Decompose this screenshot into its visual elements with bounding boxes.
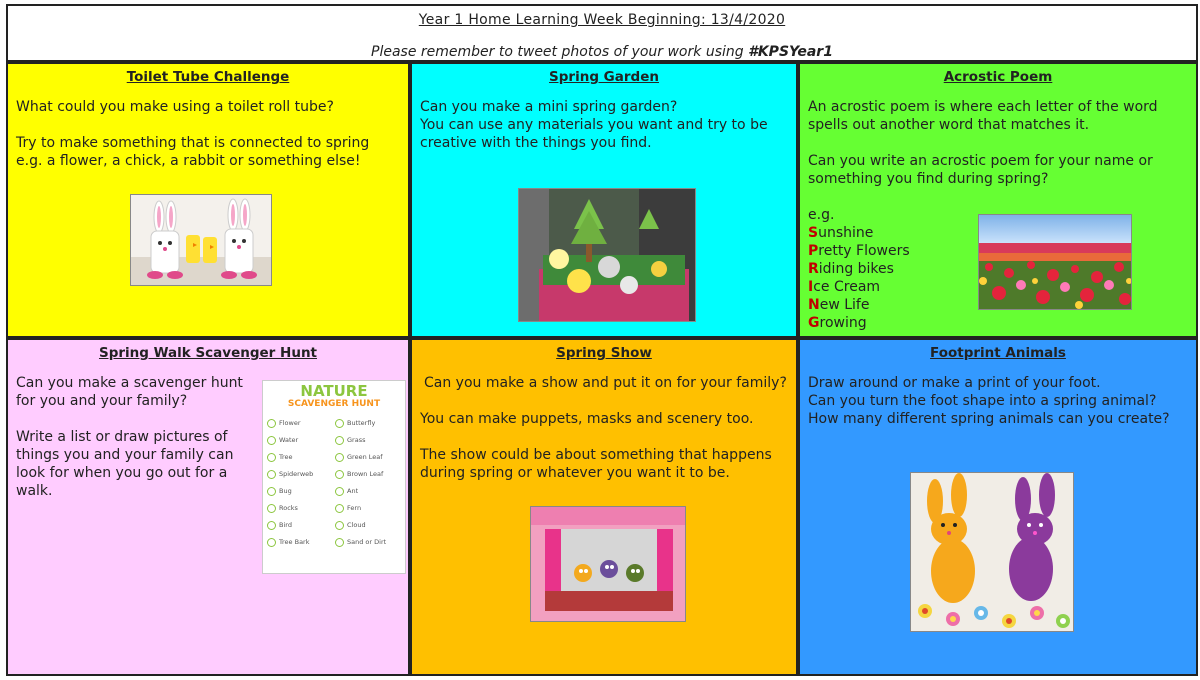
cell-title: Spring Show — [556, 345, 652, 361]
scavenger-item-label: Tree Bark — [279, 538, 310, 546]
checkbox-icon — [267, 470, 276, 479]
scavenger-item — [267, 484, 333, 498]
scavenger-hunt-card — [262, 380, 406, 574]
page-subtitle — [8, 44, 1196, 60]
cell-title: Spring Garden — [549, 69, 659, 85]
scavenger-item-label: Bug — [279, 487, 292, 495]
cell-text: An acrostic poem is where each letter of the word spells out another word that matches it. — [808, 99, 1158, 133]
card-subtitle: SCAVENGER HUNT — [287, 399, 381, 409]
scavenger-item-label: Tree — [279, 453, 293, 461]
cell-text: Can you turn the foot shape into a spring animal? — [808, 393, 1157, 409]
cell-spring-garden — [410, 62, 798, 338]
cell-title: Acrostic Poem — [943, 69, 1053, 85]
scavenger-item — [335, 484, 401, 498]
scavenger-item-label: Grass — [347, 436, 366, 444]
scavenger-item-label: Spiderweb — [279, 470, 314, 478]
subtitle-text: Please remember to tweet photos of your work using — [371, 44, 749, 60]
cell-text: Can you make a show and put it on for your family? — [424, 375, 787, 391]
scavenger-item — [335, 416, 401, 430]
scavenger-item — [335, 433, 401, 447]
scavenger-item-label: Green Leaf — [347, 453, 383, 461]
checkbox-icon — [335, 504, 344, 513]
cell-text: Try to make something that is connected to spring e.g. a flower, a chick, a rabbit or something else! — [16, 135, 370, 169]
checkbox-icon — [335, 419, 344, 428]
cell-title: Footprint Animals — [930, 345, 1066, 361]
checkbox-icon — [267, 436, 276, 445]
scavenger-list — [267, 416, 401, 549]
scavenger-item-label: Butterfly — [347, 419, 376, 427]
cell-scavenger-hunt — [6, 338, 410, 676]
scavenger-item — [267, 450, 333, 464]
checkbox-icon — [267, 521, 276, 530]
toilet-tube-photo — [130, 194, 272, 286]
cell-spring-show — [410, 338, 798, 676]
checkbox-icon — [335, 487, 344, 496]
acrostic-line: Pretty Flowers — [808, 243, 910, 259]
cell-text: Can you make a mini spring garden? — [420, 99, 678, 115]
header-box — [6, 4, 1198, 62]
checkbox-icon — [335, 538, 344, 547]
scavenger-item-label: Rocks — [279, 504, 298, 512]
footprint-bunnies-photo — [910, 472, 1074, 632]
acrostic-line: Ice Cream — [808, 279, 881, 295]
card-title: NATURE — [300, 382, 368, 400]
cell-text: How many different spring animals can you create? — [808, 411, 1170, 427]
scavenger-item — [267, 467, 333, 481]
cell-text: Can you make a scavenger hunt for you and your family? — [16, 375, 243, 409]
checkbox-icon — [335, 470, 344, 479]
cell-text: Draw around or make a print of your foot. — [808, 375, 1101, 391]
hashtag-link[interactable]: #KPSYear1 — [748, 44, 833, 60]
scavenger-item — [335, 535, 401, 549]
cell-text: What could you make using a toilet roll tube? — [16, 99, 334, 115]
scavenger-item — [335, 518, 401, 532]
checkbox-icon — [267, 538, 276, 547]
acrostic-line: Growing — [808, 315, 867, 331]
scavenger-item-label: Sand or Dirt — [347, 538, 387, 546]
activity-grid — [6, 62, 1198, 676]
scavenger-item-label: Cloud — [347, 521, 366, 529]
scavenger-item-label: Ant — [347, 487, 359, 495]
scavenger-item — [267, 518, 333, 532]
scavenger-item — [267, 433, 333, 447]
cell-text: You can make puppets, masks and scenery too. — [420, 411, 754, 427]
tulip-field-photo — [978, 214, 1132, 310]
scavenger-item-label: Flower — [279, 419, 301, 427]
cell-footprint-animals — [798, 338, 1198, 676]
cell-text: Can you write an acrostic poem for your name or something you find during spring? — [808, 153, 1153, 187]
scavenger-item — [335, 501, 401, 515]
scavenger-item-label: Bird — [279, 521, 292, 529]
acrostic-line: Sunshine — [808, 225, 874, 241]
acrostic-line: New Life — [808, 297, 870, 313]
example-label: e.g. — [808, 207, 835, 223]
cell-title: Spring Walk Scavenger Hunt — [98, 345, 318, 361]
cell-toilet-tube — [6, 62, 410, 338]
cell-text: You can use any materials you want and try to be creative with the things you find. — [420, 117, 768, 151]
spring-garden-photo — [518, 188, 696, 322]
scavenger-item — [335, 450, 401, 464]
page-title: Year 1 Home Learning Week Beginning: 13/4/2020 — [418, 12, 786, 28]
scavenger-item — [267, 535, 333, 549]
scavenger-item — [335, 467, 401, 481]
cell-title: Toilet Tube Challenge — [126, 69, 290, 85]
cell-acrostic-poem — [798, 62, 1198, 338]
checkbox-icon — [267, 487, 276, 496]
checkbox-icon — [267, 419, 276, 428]
scavenger-item — [267, 416, 333, 430]
scavenger-item-label: Brown Leaf — [347, 470, 384, 478]
cell-text: The show could be about something that happens during spring or whatever you want it to be. — [420, 447, 772, 481]
checkbox-icon — [335, 436, 344, 445]
scavenger-item — [267, 501, 333, 515]
scavenger-item-label: Fern — [347, 504, 362, 512]
checkbox-icon — [335, 521, 344, 530]
cell-text: Write a list or draw pictures of things you and your family can look for when you go out for a walk. — [16, 429, 234, 499]
scavenger-item-label: Water — [279, 436, 299, 444]
checkbox-icon — [267, 504, 276, 513]
acrostic-line: Riding bikes — [808, 261, 894, 277]
checkbox-icon — [267, 453, 276, 462]
scavenger-text-block — [16, 374, 248, 500]
spring-show-photo — [530, 506, 686, 622]
checkbox-icon — [335, 453, 344, 462]
